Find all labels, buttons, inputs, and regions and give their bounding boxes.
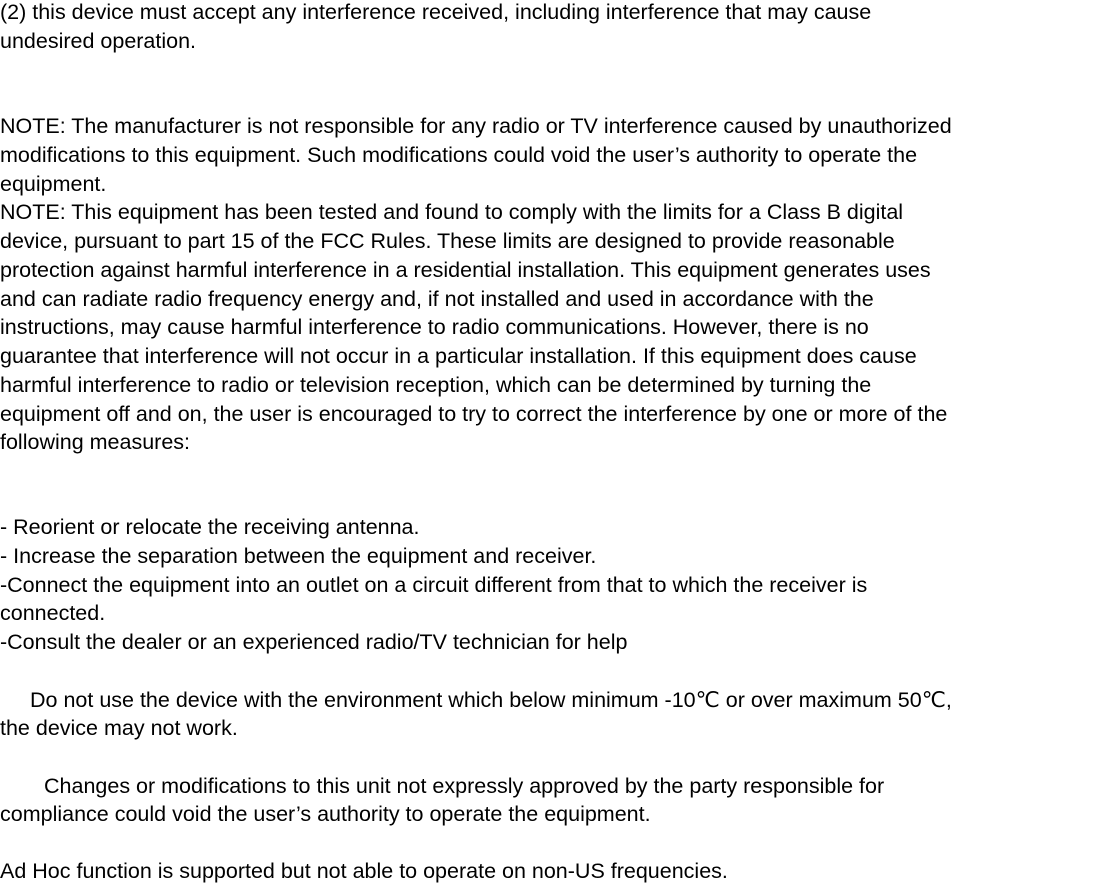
changes-line-1: Changes or modifications to this unit not expressly approved by the party responsible for <box>44 774 885 798</box>
intro-line-1: (2) this device must accept any interference received, including interference that may cause <box>0 0 872 24</box>
adhoc-line-1: Ad Hoc function is supported but not able to operate on non-US frequencies. <box>0 859 728 883</box>
measure-item-4: -Consult the dealer or an experienced radio/TV technician for help <box>0 630 628 654</box>
note2-line-5: instructions, may cause harmful interference to radio communications. However, there is no <box>0 315 869 339</box>
note1-line-1: NOTE: The manufacturer is not responsible for any radio or TV interference caused by unauthorized <box>0 114 952 138</box>
note2-line-8: equipment off and on, the user is encouraged to try to correct the interference by one or more of the <box>0 402 948 426</box>
temperature-line-2: the device may not work. <box>0 716 238 740</box>
changes-line-2: compliance could void the user’s authority to operate the equipment. <box>0 802 651 826</box>
note2-line-4: and can radiate radio frequency energy and, if not installed and used in accordance with the <box>0 287 874 311</box>
note2-line-7: harmful interference to radio or television reception, which can be determined by turning the <box>0 373 872 397</box>
intro-line-2: undesired operation. <box>0 29 197 53</box>
note1-line-2: modifications to this equipment. Such modifications could void the user’s authority to operate the <box>0 143 918 167</box>
measure-item-3-line-2: connected. <box>0 601 106 625</box>
note2-line-9: following measures: <box>0 430 191 454</box>
note1-line-3: equipment. <box>0 172 107 196</box>
measure-item-2: - Increase the separation between the equipment and receiver. <box>0 544 597 568</box>
note2-line-3: protection against harmful interference in a residential installation. This equipment generates uses <box>0 258 931 282</box>
measure-item-1: - Reorient or relocate the receiving antenna. <box>0 515 420 539</box>
note2-line-1: NOTE: This equipment has been tested and found to comply with the limits for a Class B digital <box>0 200 904 224</box>
measure-item-3-line-1: -Connect the equipment into an outlet on a circuit different from that to which the receiver is <box>0 573 868 597</box>
note2-line-2: device, pursuant to part 15 of the FCC Rules. These limits are designed to provide reasonable <box>0 229 895 253</box>
note2-line-6: guarantee that interference will not occur in a particular installation. If this equipment does cause <box>0 344 917 368</box>
temperature-line-1: Do not use the device with the environment which below minimum -10℃ or over maximum 50℃, <box>30 688 952 712</box>
